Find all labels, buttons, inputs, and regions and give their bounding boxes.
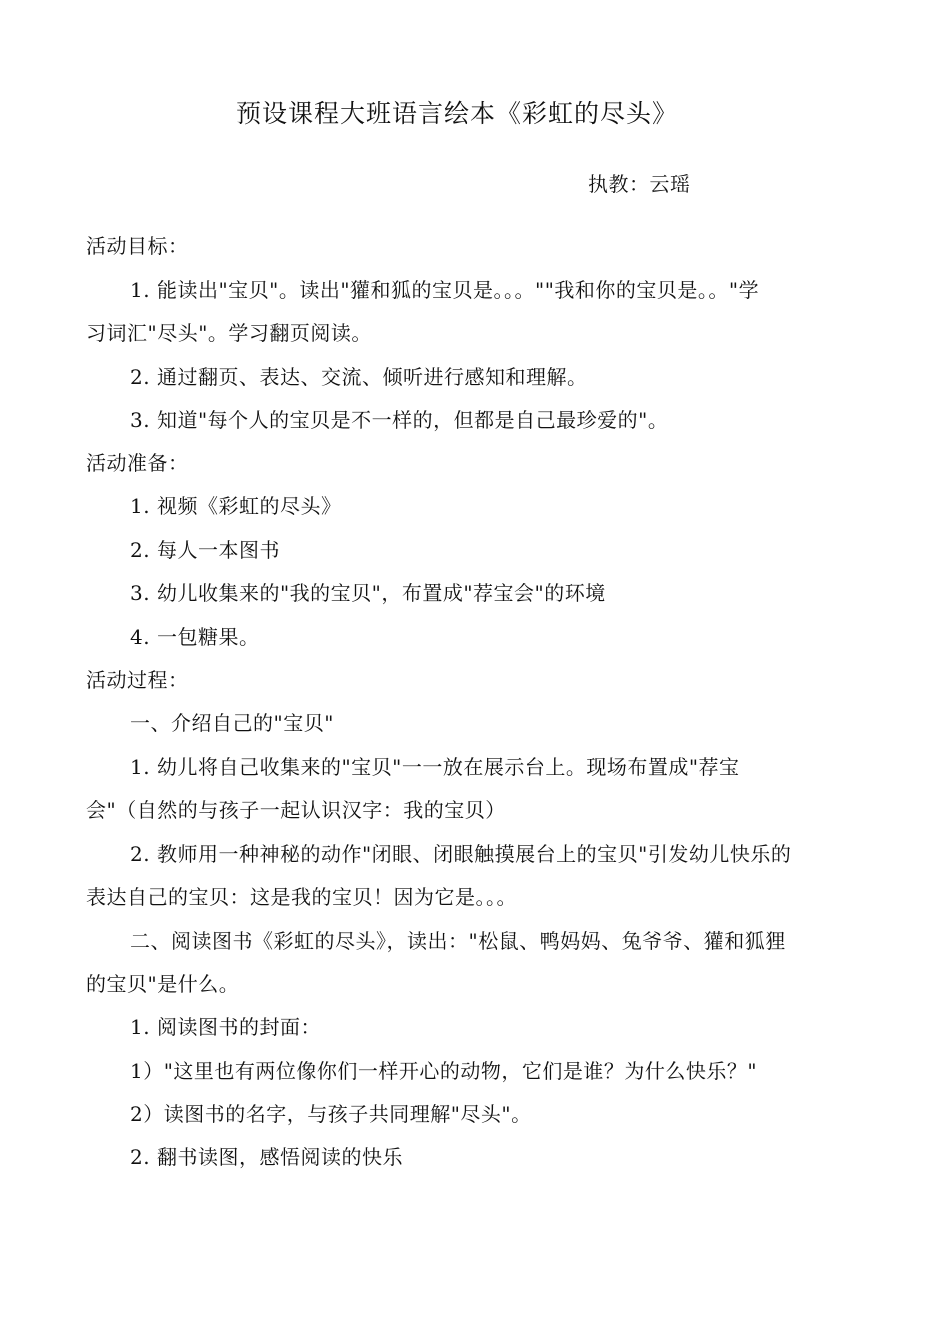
objective-item: 习词汇"尽头"。学习翻页阅读。 [86,321,372,345]
process-item: 会"（自然的与孩子一起认识汉字：我的宝贝） [86,798,506,822]
document-title: 预设课程大班语言绘本《彩虹的尽头》 [236,99,679,128]
process-item: 2. 教师用一种神秘的动作"闭眼、闭眼触摸展台上的宝贝"引发幼儿快乐的 [130,842,792,866]
process-heading: 活动过程： [86,668,189,692]
process-item: 2. 翻书读图，感悟阅读的快乐 [130,1145,403,1169]
process-item: 一、介绍自己的"宝贝" [130,711,334,735]
objective-item: 3. 知道"每个人的宝贝是不一样的，但都是自己最珍爱的"。 [130,408,669,432]
process-item: 2）读图书的名字，与孩子共同理解"尽头"。 [130,1102,532,1126]
objectives-heading: 活动目标： [86,234,189,258]
preparation-heading: 活动准备： [86,451,189,475]
process-item: 的宝贝"是什么。 [86,972,240,996]
process-item: 1. 阅读图书的封面： [130,1015,321,1039]
preparation-item: 3. 幼儿收集来的"我的宝贝"，布置成"荐宝会"的环境 [130,581,606,605]
process-item: 1）"这里也有两位像你们一样开心的动物，它们是谁？为什么快乐？" [130,1059,758,1083]
objective-item: 1. 能读出"宝贝"。读出"獾和狐的宝贝是。。。""我和你的宝贝是。。"学 [130,278,760,302]
process-item: 二、阅读图书《彩虹的尽头》，读出："松鼠、鸭妈妈、兔爷爷、獾和狐狸 [130,929,786,953]
objective-item: 2. 通过翻页、表达、交流、倾听进行感知和理解。 [130,365,588,389]
teacher-label: 执教：云瑶 [588,172,691,196]
preparation-item: 4. 一包糖果。 [130,625,260,649]
process-item: 表达自己的宝贝：这是我的宝贝！因为它是。。。 [86,885,517,909]
preparation-item: 2. 每人一本图书 [130,538,280,562]
process-item: 1. 幼儿将自己收集来的"宝贝"一一放在展示台上。现场布置成"荐宝 [130,755,740,779]
preparation-item: 1. 视频《彩虹的尽头》 [130,494,342,518]
